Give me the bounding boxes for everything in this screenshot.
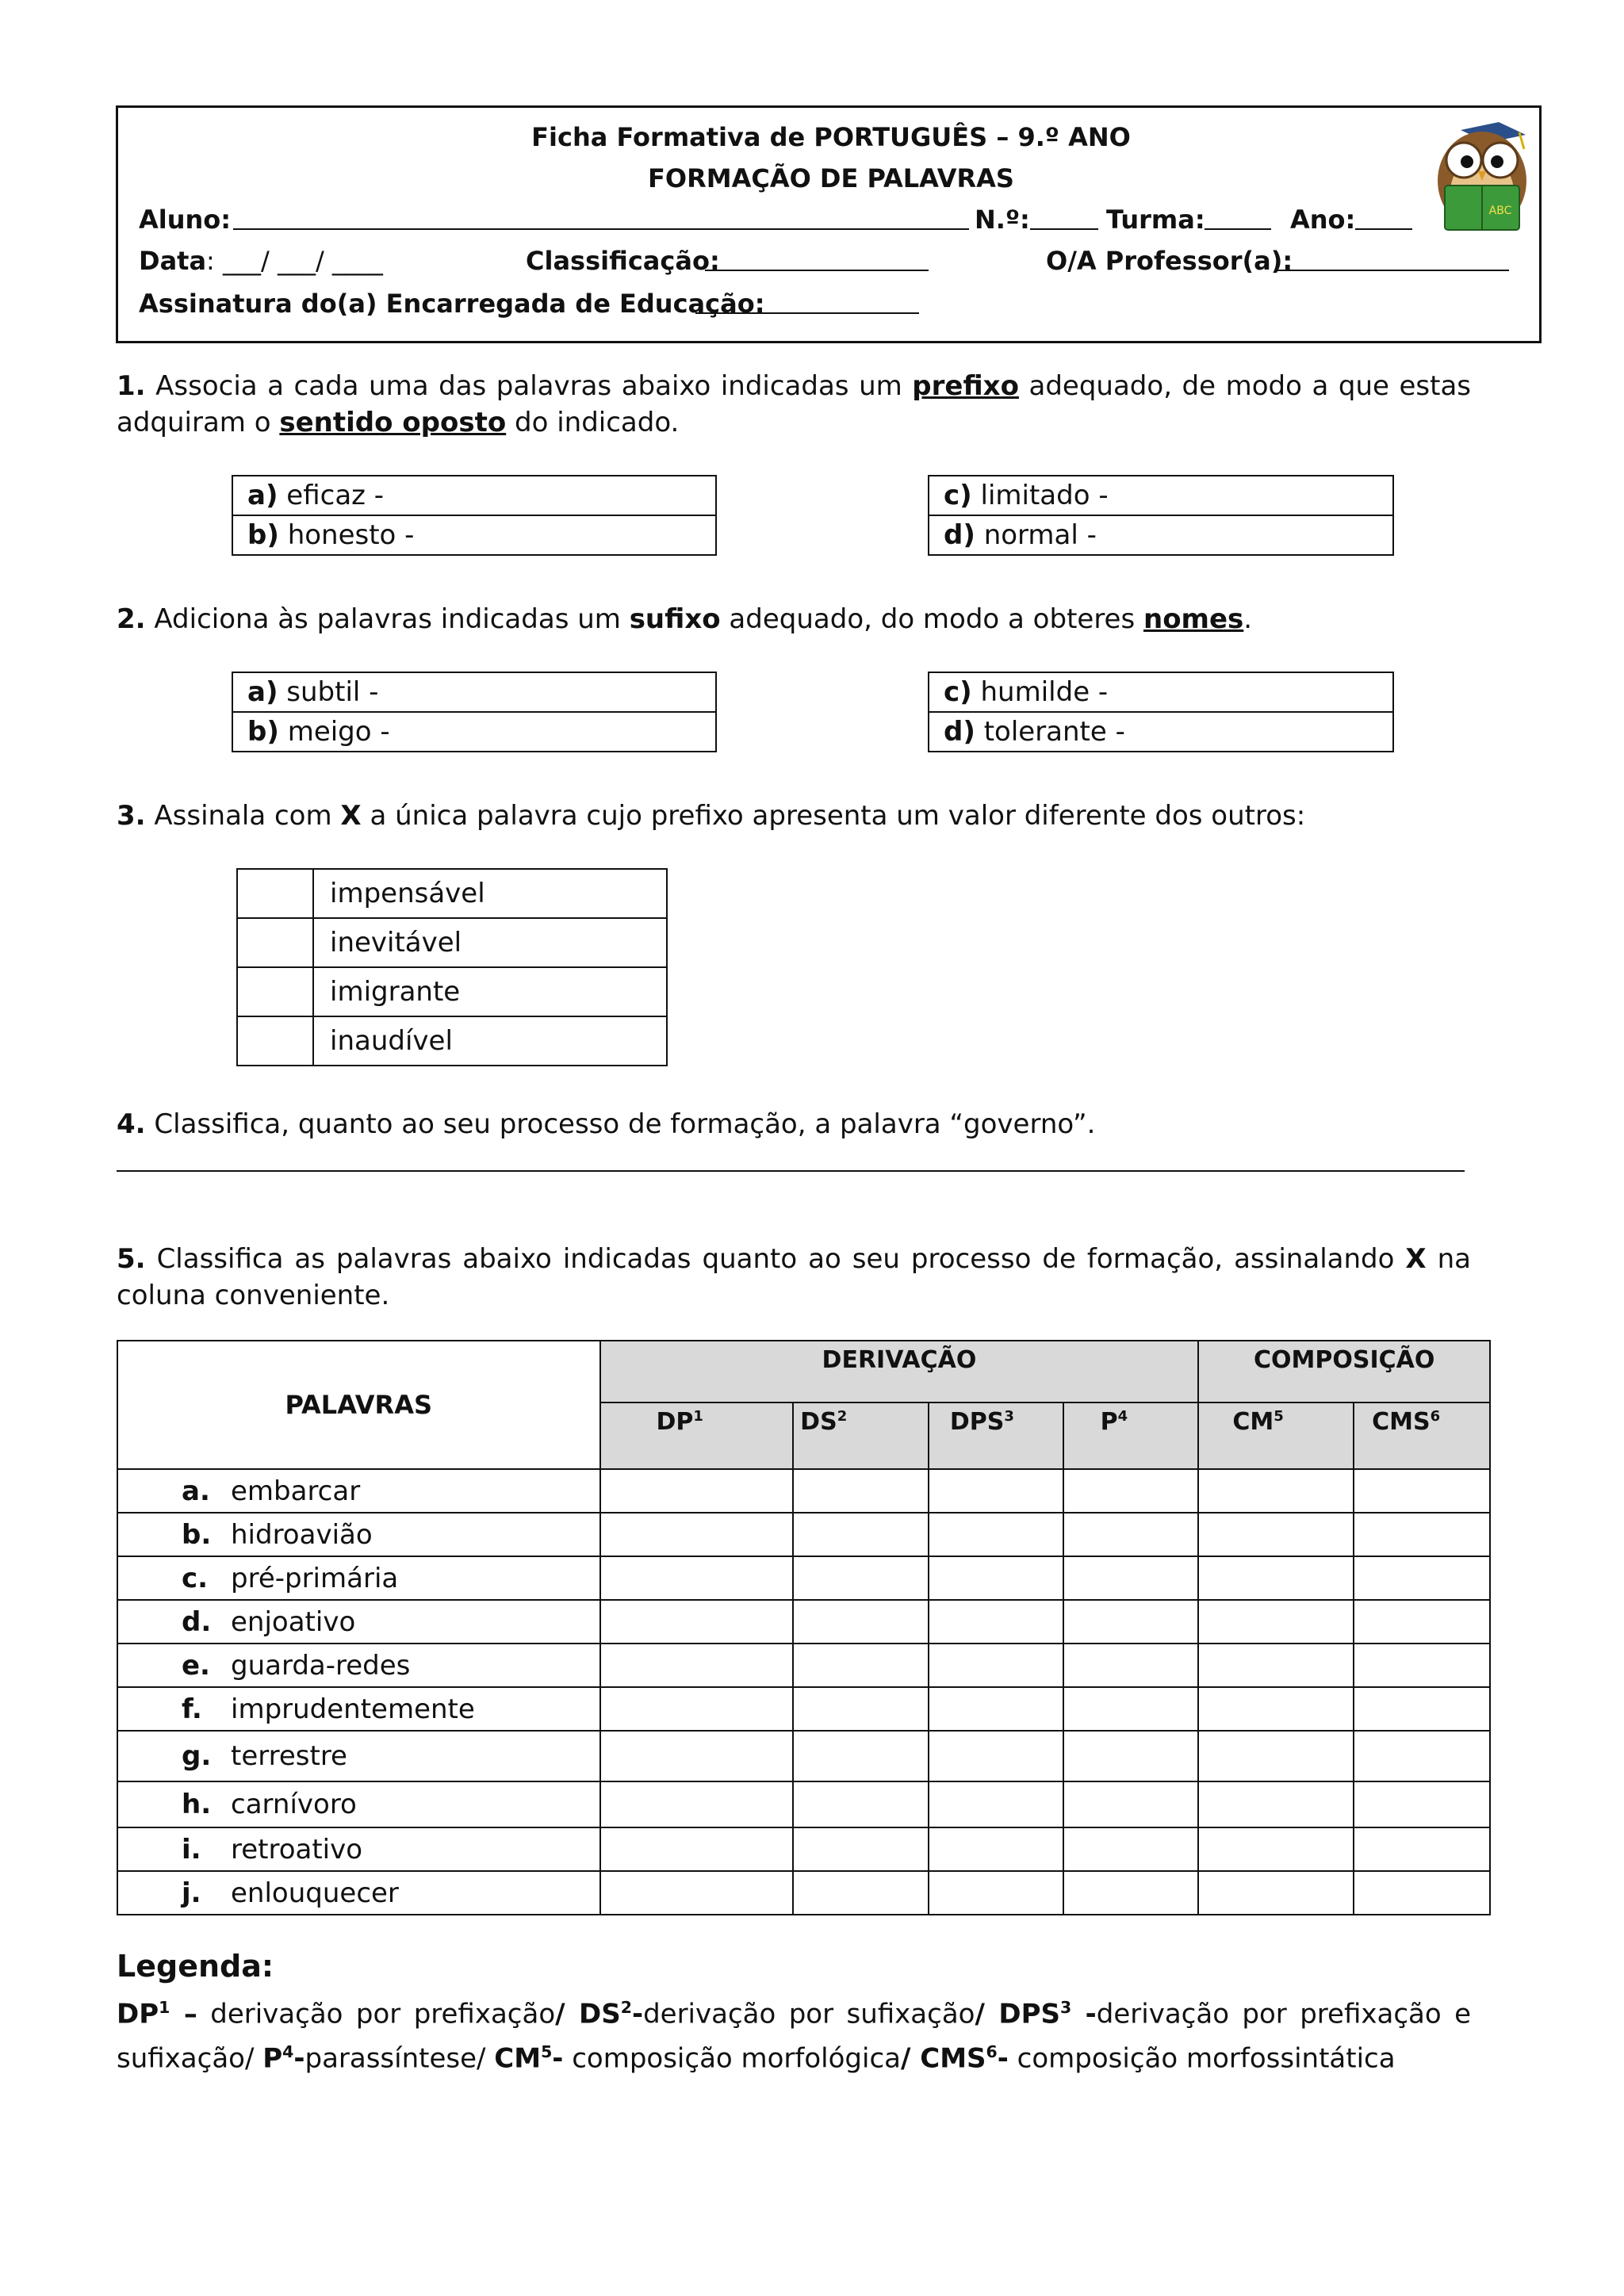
q3-text: 3. Assinala com X a única palavra cujo prefixo apresenta um valor diferente dos outros: bbox=[117, 800, 1306, 832]
q5-word-cell bbox=[117, 1469, 600, 1513]
q1-text: 1. Associa a cada uma das palavras abaixo indicadas um prefixo adequado, de modo a que estas adquiram o sentido oposto do indicado. bbox=[117, 370, 1471, 438]
q3-row bbox=[237, 918, 667, 967]
q5-mark-cell-dps[interactable] bbox=[929, 1513, 1063, 1556]
q2-table-left bbox=[232, 672, 717, 752]
q3-table bbox=[236, 868, 668, 1066]
q5-word-cell bbox=[117, 1781, 600, 1827]
q5-mark-cell-cm[interactable] bbox=[1198, 1731, 1354, 1781]
q5-mark-cell-cms[interactable] bbox=[1354, 1687, 1490, 1731]
q4-answer-line[interactable] bbox=[117, 1170, 1465, 1172]
q5-word-letter: b. bbox=[182, 1518, 212, 1551]
q3-word: impensável bbox=[313, 869, 667, 918]
q5-mark-cell-cms[interactable] bbox=[1354, 1556, 1490, 1600]
q5-table-row bbox=[117, 1731, 1490, 1781]
q5-mark-cell-cms[interactable] bbox=[1354, 1731, 1490, 1781]
q5-table-row bbox=[117, 1469, 1490, 1513]
q5-mark-cell-cms[interactable] bbox=[1354, 1827, 1490, 1871]
professor-label: O/A Professor(a): bbox=[1046, 246, 1293, 276]
q5-mark-cell-dps[interactable] bbox=[929, 1781, 1063, 1827]
data-row bbox=[139, 246, 383, 276]
q5-mark-cell-cms[interactable] bbox=[1354, 1600, 1490, 1644]
q5-mark-cell-dp[interactable] bbox=[600, 1781, 794, 1827]
q5-word-cell bbox=[117, 1600, 600, 1644]
q5-mark-cell-cms[interactable] bbox=[1354, 1469, 1490, 1513]
q5-mark-cell-p[interactable] bbox=[1063, 1513, 1199, 1556]
q5-word-cell bbox=[117, 1556, 600, 1600]
q5-word-letter: a. bbox=[182, 1475, 210, 1507]
q5-word: enjoativo bbox=[231, 1605, 356, 1638]
q5-mark-cell-cm[interactable] bbox=[1198, 1600, 1354, 1644]
q5-mark-cell-p[interactable] bbox=[1063, 1871, 1199, 1915]
q5-word-letter: d. bbox=[182, 1605, 212, 1638]
q5-mark-cell-cm[interactable] bbox=[1198, 1469, 1354, 1513]
q5-word-letter: f. bbox=[182, 1693, 202, 1725]
q5-mark-cell-p[interactable] bbox=[1063, 1781, 1199, 1827]
aluno-field[interactable] bbox=[233, 228, 969, 230]
q5-word-letter: e. bbox=[182, 1649, 210, 1682]
header-box bbox=[116, 105, 1542, 343]
q5-mark-cell-dp[interactable] bbox=[600, 1644, 794, 1687]
derivacao-header: DERIVAÇÃO bbox=[600, 1341, 1199, 1402]
q3-row bbox=[237, 1016, 667, 1066]
q5-mark-cell-ds[interactable] bbox=[793, 1513, 929, 1556]
q5-table-row bbox=[117, 1644, 1490, 1687]
q5-word-letter: c. bbox=[182, 1562, 209, 1594]
q5-mark-cell-cm[interactable] bbox=[1198, 1687, 1354, 1731]
col-p-header: $P^4$ bbox=[1063, 1402, 1199, 1469]
q5-word-cell bbox=[117, 1871, 600, 1915]
q5-mark-cell-dp[interactable] bbox=[600, 1871, 794, 1915]
q5-mark-cell-dps[interactable] bbox=[929, 1644, 1063, 1687]
q5-mark-cell-cm[interactable] bbox=[1198, 1513, 1354, 1556]
owl-reading-icon bbox=[1431, 119, 1534, 238]
q5-mark-cell-ds[interactable] bbox=[793, 1827, 929, 1871]
q2-item-b[interactable]: b) meigo - bbox=[232, 712, 716, 752]
q5-table-row bbox=[117, 1827, 1490, 1871]
professor-field[interactable] bbox=[1277, 270, 1509, 271]
q5-mark-cell-p[interactable] bbox=[1063, 1827, 1199, 1871]
q5-word-cell bbox=[117, 1687, 600, 1731]
aluno-label: Aluno: bbox=[139, 205, 232, 235]
q5-mark-cell-cm[interactable] bbox=[1198, 1871, 1354, 1915]
q5-mark-cell-p[interactable] bbox=[1063, 1687, 1199, 1731]
classificacao-field[interactable] bbox=[705, 270, 929, 271]
worksheet-title: Ficha Formativa de PORTUGUÊS – 9.º ANO bbox=[531, 122, 1131, 152]
q1-item-a[interactable]: a) eficaz - bbox=[232, 476, 716, 515]
q5-word-cell bbox=[117, 1644, 600, 1687]
q1-item-c[interactable]: c) limitado - bbox=[929, 476, 1393, 515]
q5-word-letter: g. bbox=[182, 1740, 212, 1772]
q5-mark-cell-cm[interactable] bbox=[1198, 1556, 1354, 1600]
q5-mark-cell-ds[interactable] bbox=[793, 1731, 929, 1781]
q5-mark-cell-cm[interactable] bbox=[1198, 1827, 1354, 1871]
q5-mark-cell-dps[interactable] bbox=[929, 1731, 1063, 1781]
q5-mark-cell-dp[interactable] bbox=[600, 1513, 794, 1556]
q5-word-cell bbox=[117, 1731, 600, 1781]
q5-mark-cell-ds[interactable] bbox=[793, 1644, 929, 1687]
q2-text: 2. Adiciona às palavras indicadas um sufixo adequado, do modo a obteres nomes. bbox=[117, 603, 1253, 635]
numero-field[interactable] bbox=[1030, 228, 1098, 230]
q5-mark-cell-cms[interactable] bbox=[1354, 1781, 1490, 1827]
legenda-title: Legenda: bbox=[117, 1949, 274, 1984]
q5-word: carnívoro bbox=[231, 1789, 357, 1820]
q5-word: guarda-redes bbox=[231, 1649, 411, 1682]
q5-word: terrestre bbox=[231, 1740, 347, 1772]
q5-mark-cell-cms[interactable] bbox=[1354, 1871, 1490, 1915]
q5-word-letter: i. bbox=[182, 1833, 201, 1866]
assinatura-field[interactable] bbox=[695, 312, 919, 314]
q5-mark-cell-ds[interactable] bbox=[793, 1871, 929, 1915]
q1-table-left bbox=[232, 475, 717, 556]
q5-word-letter: h. bbox=[182, 1789, 212, 1820]
q3-word: inevitável bbox=[313, 918, 667, 967]
q3-row bbox=[237, 967, 667, 1016]
ano-label: Ano: bbox=[1290, 205, 1356, 235]
q5-table-row bbox=[117, 1600, 1490, 1644]
data-blanks[interactable]: : ___/ ___/ ____ bbox=[206, 246, 383, 276]
owl-book-text: ABC bbox=[1488, 205, 1512, 217]
q5-text: 5. Classifica as palavras abaixo indicadas quanto ao seu processo de formação, assinalando X na coluna conveniente. bbox=[117, 1243, 1471, 1311]
q5-word: imprudentemente bbox=[231, 1693, 475, 1725]
q5-word-cell bbox=[117, 1827, 600, 1871]
q5-table-row bbox=[117, 1687, 1490, 1731]
q5-mark-cell-p[interactable] bbox=[1063, 1731, 1199, 1781]
numero-label: N.º: bbox=[975, 205, 1030, 235]
q5-mark-cell-dp[interactable] bbox=[600, 1731, 794, 1781]
q2-item-a[interactable]: a) subtil - bbox=[232, 672, 716, 712]
q5-mark-cell-cms[interactable] bbox=[1354, 1513, 1490, 1556]
q5-word: retroativo bbox=[231, 1833, 363, 1866]
classificacao-label: Classificação: bbox=[526, 246, 720, 276]
q5-mark-cell-dps[interactable] bbox=[929, 1827, 1063, 1871]
q5-mark-cell-dp[interactable] bbox=[600, 1600, 794, 1644]
q5-table-row bbox=[117, 1513, 1490, 1556]
turma-field[interactable] bbox=[1205, 228, 1271, 230]
palavras-header: PALAVRAS bbox=[117, 1341, 600, 1469]
q1-item-d[interactable]: d) normal - bbox=[929, 515, 1393, 555]
q5-table-row bbox=[117, 1781, 1490, 1827]
legenda-text: $DP^1$ – derivação por prefixação/ $DS^2$-derivação por sufixação/ DPS$^3$ -derivação por prefixação e sufixação/ $P^4-parassíntese/$ $CM^5-$ composição morfológica/ CMS$^6$- composição morfossintática bbox=[117, 1998, 1471, 2075]
q5-mark-cell-ds[interactable] bbox=[793, 1469, 929, 1513]
q3-word: inaudível bbox=[313, 1016, 667, 1066]
q5-word: enlouquecer bbox=[231, 1877, 399, 1909]
q5-mark-cell-cm[interactable] bbox=[1198, 1644, 1354, 1687]
q5-mark-cell-dps[interactable] bbox=[929, 1687, 1063, 1731]
q5-word-cell bbox=[117, 1513, 600, 1556]
q5-mark-cell-p[interactable] bbox=[1063, 1644, 1199, 1687]
q5-mark-cell-dp[interactable] bbox=[600, 1827, 794, 1871]
q3-checkbox[interactable] bbox=[237, 918, 313, 967]
assinatura-label: Assinatura do(a) Encarregada de Educação: bbox=[139, 289, 765, 319]
q5-mark-cell-dp[interactable] bbox=[600, 1469, 794, 1513]
q5-mark-cell-p[interactable] bbox=[1063, 1556, 1199, 1600]
q5-mark-cell-dps[interactable] bbox=[929, 1600, 1063, 1644]
col-dp-header: $DP^1$ bbox=[600, 1402, 794, 1469]
turma-label: Turma: bbox=[1106, 205, 1205, 235]
q5-mark-cell-dps[interactable] bbox=[929, 1871, 1063, 1915]
q5-mark-cell-cms[interactable] bbox=[1354, 1644, 1490, 1687]
q2-item-d[interactable]: d) tolerante - bbox=[929, 712, 1393, 752]
q1-item-b[interactable]: b) honesto - bbox=[232, 515, 716, 555]
q3-checkbox[interactable] bbox=[237, 869, 313, 918]
q5-table-row bbox=[117, 1556, 1490, 1600]
q5-mark-cell-ds[interactable] bbox=[793, 1781, 929, 1827]
col-cms-header: CMS$^6$ bbox=[1354, 1402, 1490, 1469]
worksheet-subtitle: FORMAÇÃO DE PALAVRAS bbox=[648, 163, 1014, 193]
q5-word-letter: j. bbox=[182, 1877, 201, 1909]
q5-mark-cell-dps[interactable] bbox=[929, 1469, 1063, 1513]
col-cm-header: $CM^5$ bbox=[1198, 1402, 1354, 1469]
q5-mark-cell-ds[interactable] bbox=[793, 1556, 929, 1600]
q5-word: embarcar bbox=[231, 1475, 361, 1507]
q5-mark-cell-ds[interactable] bbox=[793, 1600, 929, 1644]
q5-mark-cell-cm[interactable] bbox=[1198, 1781, 1354, 1827]
ano-field[interactable] bbox=[1355, 228, 1412, 230]
q5-table bbox=[117, 1340, 1491, 1915]
q2-table-right bbox=[928, 672, 1394, 752]
q3-checkbox[interactable] bbox=[237, 1016, 313, 1066]
q5-mark-cell-dp[interactable] bbox=[600, 1687, 794, 1731]
q5-mark-cell-dp[interactable] bbox=[600, 1556, 794, 1600]
composicao-header: COMPOSIÇÃO bbox=[1198, 1341, 1490, 1402]
q5-mark-cell-p[interactable] bbox=[1063, 1469, 1199, 1513]
q5-mark-cell-ds[interactable] bbox=[793, 1687, 929, 1731]
q3-row bbox=[237, 869, 667, 918]
q4-text: 4. Classifica, quanto ao seu processo de formação, a palavra “governo”. bbox=[117, 1108, 1096, 1140]
q3-checkbox[interactable] bbox=[237, 967, 313, 1016]
q5-word: hidroavião bbox=[231, 1518, 373, 1551]
q1-table-right bbox=[928, 475, 1394, 556]
q3-word: imigrante bbox=[313, 967, 667, 1016]
q5-table-row bbox=[117, 1871, 1490, 1915]
q2-item-c[interactable]: c) humilde - bbox=[929, 672, 1393, 712]
col-ds-header: $DS^2$ bbox=[793, 1402, 929, 1469]
q5-word: pré-primária bbox=[231, 1562, 399, 1594]
data-label: Data bbox=[139, 246, 207, 276]
col-dps-header: DPS$^3$ bbox=[929, 1402, 1063, 1469]
q5-mark-cell-dps[interactable] bbox=[929, 1556, 1063, 1600]
q5-mark-cell-p[interactable] bbox=[1063, 1600, 1199, 1644]
